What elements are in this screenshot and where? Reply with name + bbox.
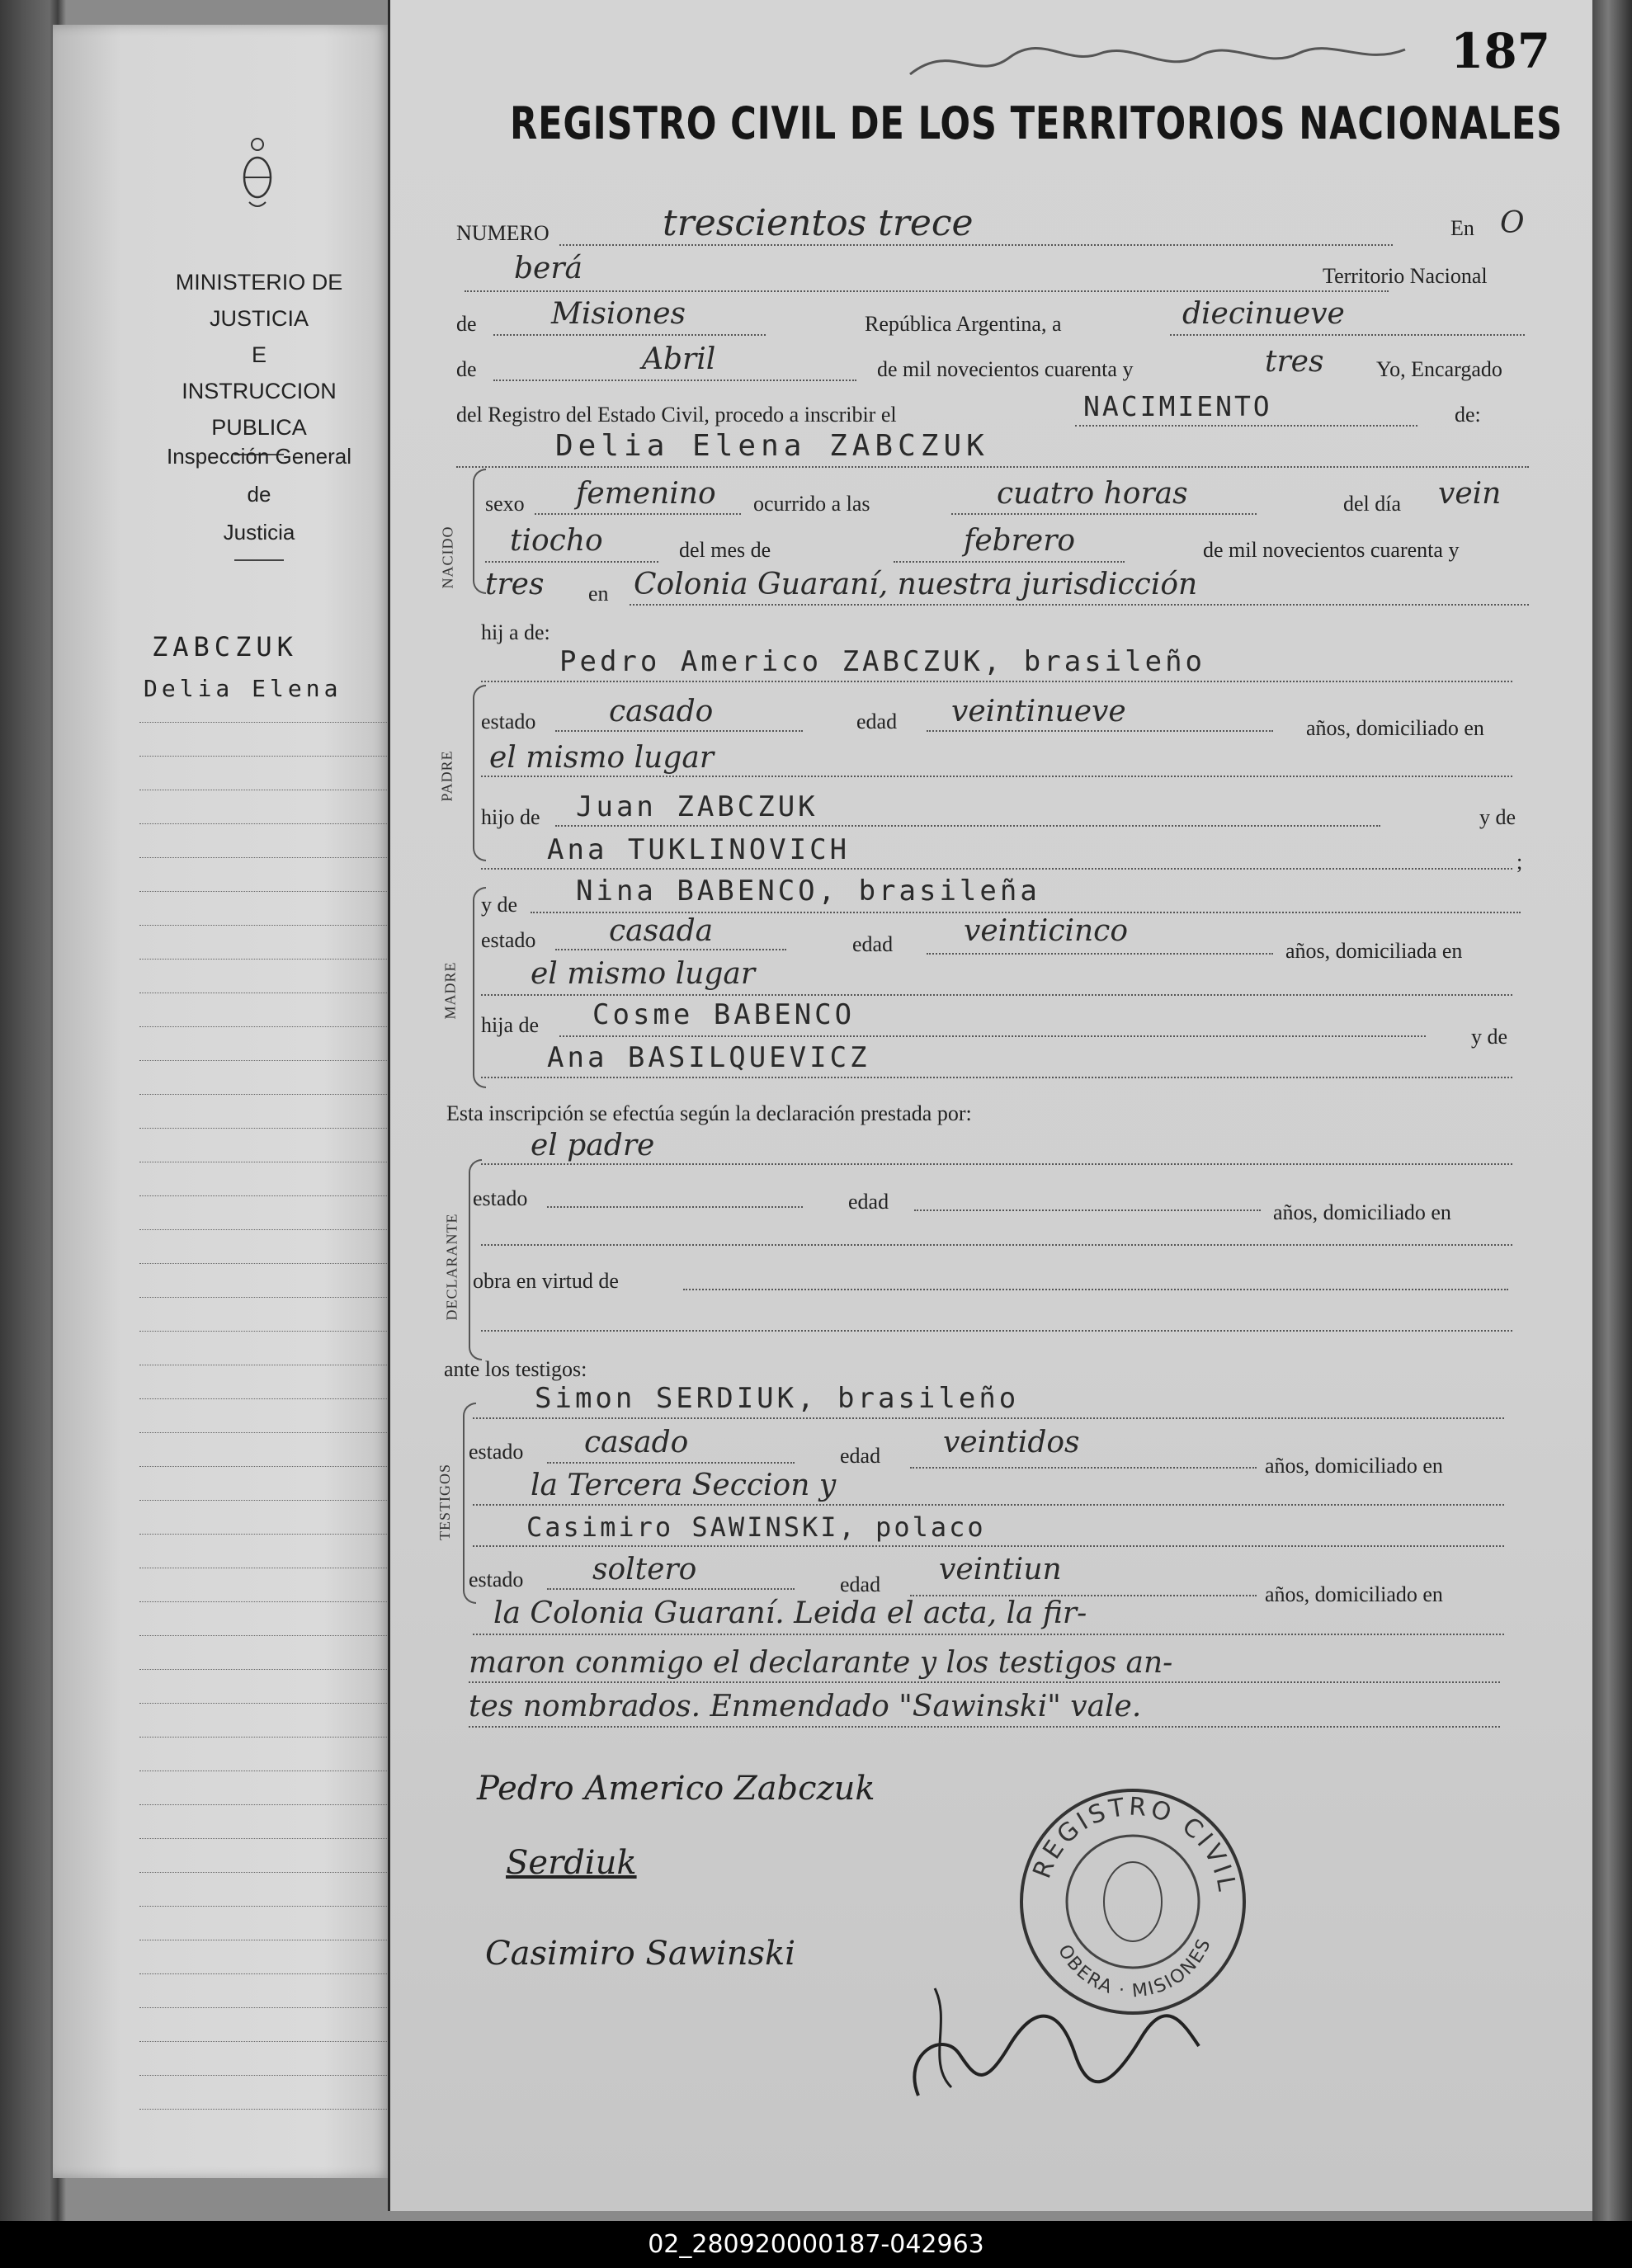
cierre-line-1-rule xyxy=(469,1681,1500,1683)
t1-anos-label: años, domiciliado en xyxy=(1265,1454,1443,1478)
margin-given-name: Delia Elena xyxy=(144,675,342,702)
t2-estado-label: estado xyxy=(469,1568,524,1591)
t2-domicilio-line xyxy=(473,1634,1504,1635)
testigos-side-label: TESTIGOS xyxy=(436,1464,453,1540)
padre-y-de-label: y de xyxy=(1479,805,1516,829)
acto-line xyxy=(1075,425,1417,427)
dia-label: del día xyxy=(1343,492,1402,516)
margin-ruled-line xyxy=(139,1635,420,1636)
margin-ruled-line xyxy=(139,1263,420,1264)
territorio-value: Misiones xyxy=(551,297,686,331)
t1-domicilio-line xyxy=(473,1504,1504,1506)
inspection-line-3: Justicia xyxy=(223,520,295,545)
sexo-line xyxy=(535,513,741,515)
margin-surname: ZABCZUK xyxy=(152,631,298,662)
margin-ruled-line xyxy=(139,1601,420,1602)
t2-domicilio: la Colonia Guaraní. Leida el acta, la fir- xyxy=(493,1596,1087,1630)
dia-line xyxy=(1170,334,1525,336)
margin-ruled-line xyxy=(139,1669,420,1670)
cierre-line-2: tes nombrados. Enmendado "Sawinski" vale. xyxy=(469,1690,1142,1723)
mil-label-nac: de mil novecientos cuarenta y xyxy=(1203,538,1460,562)
madre-name: Nina BABENCO, brasileña xyxy=(576,875,1040,908)
t2-anos-label: años, domiciliado en xyxy=(1265,1582,1443,1606)
register-page xyxy=(388,0,1607,2211)
t2-estado-value: soltero xyxy=(592,1553,697,1587)
margin-ruled-line xyxy=(139,2007,420,2008)
padre-edad-line xyxy=(927,730,1273,732)
padre-hijo-label: hijo de xyxy=(481,805,540,829)
inscripto-name: Delia Elena ZABCZUK xyxy=(555,429,989,463)
numero-line xyxy=(559,244,1393,246)
numero-label: NUMERO xyxy=(456,221,550,245)
margin-ruled-line xyxy=(139,2109,420,2110)
en-label-nac: en xyxy=(588,582,609,606)
madre-hija-line xyxy=(559,1035,1426,1037)
margin-ruled-line xyxy=(139,1500,420,1501)
mes-value-nac: febrero xyxy=(964,524,1076,558)
signature-sawinski: Casimiro Sawinski xyxy=(485,1935,796,1973)
inspection-block xyxy=(135,437,383,569)
territorio-line xyxy=(465,290,1389,292)
padre-semicolon: ; xyxy=(1516,850,1523,874)
cierre-line-1: maron conmigo el declarante y los testigos an- xyxy=(469,1646,1173,1680)
obra-label: obra en virtud de xyxy=(473,1269,619,1293)
dia-value-a: vein xyxy=(1438,477,1502,511)
declaracion-label: Esta inscripción se efectúa según la declaración prestada por: xyxy=(446,1101,972,1125)
acto-value: NACIMIENTO xyxy=(1083,390,1272,422)
madre-padre-de: Cosme BABENCO xyxy=(592,998,856,1031)
margin-ruled-line xyxy=(139,925,420,926)
margin-ruled-line xyxy=(139,1534,420,1535)
testigo1-name-line xyxy=(473,1417,1504,1419)
inspection-line-1: Inspección General xyxy=(166,444,352,469)
margin-ruled-line xyxy=(139,2041,420,2042)
mes-nac-line xyxy=(894,561,1125,563)
en-label: En xyxy=(1450,216,1474,240)
madre-hija-label: hija de xyxy=(481,1013,540,1037)
margin-ruled-line xyxy=(139,891,420,892)
header-scribble xyxy=(902,33,1413,91)
margin-ruled-line xyxy=(139,1703,420,1704)
left-page xyxy=(53,25,391,2178)
ministry-line-2: E xyxy=(251,342,266,367)
image-id-footer: 02_280920000187-042963 xyxy=(0,2221,1632,2268)
testigo2-name: Casimiro SAWINSKI, polaco xyxy=(526,1511,986,1543)
testigos-label: ante los testigos: xyxy=(444,1357,587,1381)
yo-label: Yo, Encargado xyxy=(1376,357,1502,381)
margin-ruled-line xyxy=(139,823,420,824)
mes-line xyxy=(493,380,856,381)
book-edge xyxy=(1592,0,1632,2221)
margin-ruled-line xyxy=(139,1094,420,1095)
declarante-estado-label: estado xyxy=(473,1186,528,1210)
ministry-line-1: MINISTERIO DE JUSTICIA xyxy=(175,270,343,331)
en-value-1: O xyxy=(1500,206,1525,240)
madre-edad-line xyxy=(927,953,1273,955)
mil-label: de mil novecientos cuarenta y xyxy=(877,357,1134,381)
padre-madre-line xyxy=(481,868,1512,870)
padre-edad-label: edad xyxy=(856,710,898,733)
madre-madre-de: Ana BASILQUEVICZ xyxy=(547,1041,870,1074)
padre-name-line xyxy=(481,681,1512,682)
margin-ruled-line xyxy=(139,1838,420,1839)
margin-ruled-line xyxy=(139,1060,420,1061)
margin-ruled-line xyxy=(139,756,420,757)
madre-side-label: MADRE xyxy=(441,961,459,1020)
padre-estado-value: casado xyxy=(609,695,714,728)
padre-estado-line xyxy=(555,730,803,732)
mes-value: Abril xyxy=(642,342,716,376)
de2-label: de xyxy=(456,357,477,381)
madre-estado-value: casada xyxy=(609,914,714,948)
de3-label: de: xyxy=(1455,403,1481,427)
declarante-name-line xyxy=(481,1163,1512,1165)
signature-serdiuk: Serdiuk xyxy=(506,1844,637,1882)
page-title: REGISTRO CIVIL DE LOS TERRITORIOS NACIONALES xyxy=(510,97,1564,149)
testigo1-name: Simon SERDIUK, brasileño xyxy=(535,1382,1020,1415)
declarante-side-label: DECLARANTE xyxy=(443,1213,460,1321)
madre-anos-label: años, domiciliada en xyxy=(1285,939,1463,963)
margin-ruled-line xyxy=(139,1229,420,1230)
t1-estado-value: casado xyxy=(584,1426,689,1459)
margin-ruled-line xyxy=(139,1432,420,1433)
cierre-line-2-rule xyxy=(469,1726,1500,1728)
padre-estado-label: estado xyxy=(481,710,536,733)
t2-edad-label: edad xyxy=(840,1573,881,1596)
padre-domicilio-value: el mismo lugar xyxy=(489,741,715,775)
madre-domicilio-line xyxy=(481,994,1512,996)
de-label: de xyxy=(456,312,477,336)
margin-ruled-line xyxy=(139,1872,420,1873)
margin-ruled-line xyxy=(139,1737,420,1738)
ocurrido-label: ocurrido a las xyxy=(753,492,870,516)
inscripto-line xyxy=(456,466,1529,468)
folio-number: 187 xyxy=(1450,23,1551,79)
dia-value: diecinueve xyxy=(1182,297,1345,331)
t1-edad-label: edad xyxy=(840,1444,881,1468)
republica-label: República Argentina, a xyxy=(865,312,1062,336)
madre-madre-line xyxy=(481,1077,1512,1078)
declarante-name: el padre xyxy=(531,1129,655,1162)
margin-ruled-line xyxy=(139,1398,420,1399)
declarante-edad-line xyxy=(914,1209,1261,1211)
margin-ruled-line xyxy=(139,1331,420,1332)
numero-value: trescientos trece xyxy=(663,202,974,244)
padre-name: Pedro Americo ZABCZUK, brasileño xyxy=(559,645,1206,678)
inspection-line-2: de xyxy=(247,482,271,507)
svg-text:REGISTRO CIVIL xyxy=(1027,1792,1241,1896)
padre-hijo-line xyxy=(555,825,1380,827)
stamp-emblem-icon xyxy=(1104,1862,1162,1941)
divider xyxy=(234,559,284,561)
padre-edad-value: veintinueve xyxy=(951,695,1126,728)
testigo2-name-line xyxy=(473,1545,1504,1547)
margin-ruled-line xyxy=(139,1906,420,1907)
declarante-domicilio-line xyxy=(481,1244,1512,1246)
nacido-side-label: NACIDO xyxy=(439,526,456,589)
en-value-2: berá xyxy=(514,252,583,285)
territorio-value-line xyxy=(493,334,766,336)
registro-label: del Registro del Estado Civil, procedo a inscribir el xyxy=(456,403,897,427)
officer-signature xyxy=(869,1955,1215,2112)
anio-value: tres xyxy=(1265,345,1324,379)
madre-edad-label: edad xyxy=(852,932,894,956)
ministry-block xyxy=(135,264,383,464)
margin-ruled-line xyxy=(139,1973,420,1974)
hora-line xyxy=(951,513,1257,515)
signature-padre: Pedro Americo Zabczuk xyxy=(477,1770,875,1808)
hija-label: hij a de: xyxy=(481,620,550,644)
dia-value-b: tiocho xyxy=(510,524,603,558)
declarante-anos-label: años, domiciliado en xyxy=(1273,1200,1451,1224)
margin-ruled-line xyxy=(139,1026,420,1027)
declarante-edad-label: edad xyxy=(848,1190,889,1214)
ministry-line-3: INSTRUCCION PUBLICA xyxy=(182,379,337,440)
padre-domicilio-line xyxy=(481,776,1512,777)
madre-y-de-label-2: y de xyxy=(1471,1025,1508,1049)
sexo-value: femenino xyxy=(576,477,716,511)
sexo-label: sexo xyxy=(485,492,525,516)
t1-edad-value: veintidos xyxy=(943,1426,1080,1459)
stamp-text-top: REGISTRO CIVIL xyxy=(1027,1792,1242,1897)
margin-ruled-line xyxy=(139,1128,420,1129)
padre-padre-de: Juan ZABCZUK xyxy=(576,790,818,823)
t1-estado-label: estado xyxy=(469,1440,524,1464)
t1-edad-line xyxy=(910,1467,1257,1469)
mes-label: del mes de xyxy=(679,538,771,562)
obra-line-2 xyxy=(481,1330,1512,1332)
margin-ruled-line xyxy=(139,722,420,723)
madre-estado-label: estado xyxy=(481,928,536,952)
margin-ruled-line xyxy=(139,1195,420,1196)
t2-edad-value: veintiun xyxy=(939,1553,1062,1587)
madre-y-de-label: y de xyxy=(481,893,518,917)
padre-side-label: PADRE xyxy=(438,750,455,802)
margin-ruled-line xyxy=(139,1466,420,1467)
margin-ruled-line xyxy=(139,1297,420,1298)
coat-of-arms-icon xyxy=(239,136,276,212)
hora-value: cuatro horas xyxy=(997,477,1188,511)
declarante-estado-line xyxy=(547,1206,803,1208)
t2-estado-line xyxy=(547,1588,795,1590)
madre-edad-value: veinticinco xyxy=(964,914,1129,948)
lugar-value: Colonia Guaraní, nuestra jurisdicción xyxy=(634,568,1198,601)
margin-ruled-line xyxy=(139,2075,420,2076)
margin-ruled-line xyxy=(139,959,420,960)
padre-madre-de: Ana TUKLINOVICH xyxy=(547,833,851,866)
nacido-brace xyxy=(473,469,486,594)
t1-estado-line xyxy=(547,1462,795,1464)
madre-estado-line xyxy=(555,949,786,950)
madre-brace xyxy=(473,887,486,1088)
t1-domicilio: la Tercera Seccion y xyxy=(531,1469,837,1502)
margin-ruled-line xyxy=(139,1804,420,1805)
territorio-label: Territorio Nacional xyxy=(1323,264,1488,288)
madre-domicilio-value: el mismo lugar xyxy=(531,957,756,991)
lugar-line xyxy=(630,604,1529,606)
margin-ruled-line xyxy=(139,857,420,858)
stamp-text-bottom: OBERA · MISIONES xyxy=(1053,1935,1216,2002)
padre-anos-label: años, domiciliado en xyxy=(1306,716,1484,740)
anio-value-nac: tres xyxy=(485,568,545,601)
dia-b-line xyxy=(485,561,658,563)
madre-name-line xyxy=(531,912,1521,913)
obra-line xyxy=(683,1289,1508,1290)
